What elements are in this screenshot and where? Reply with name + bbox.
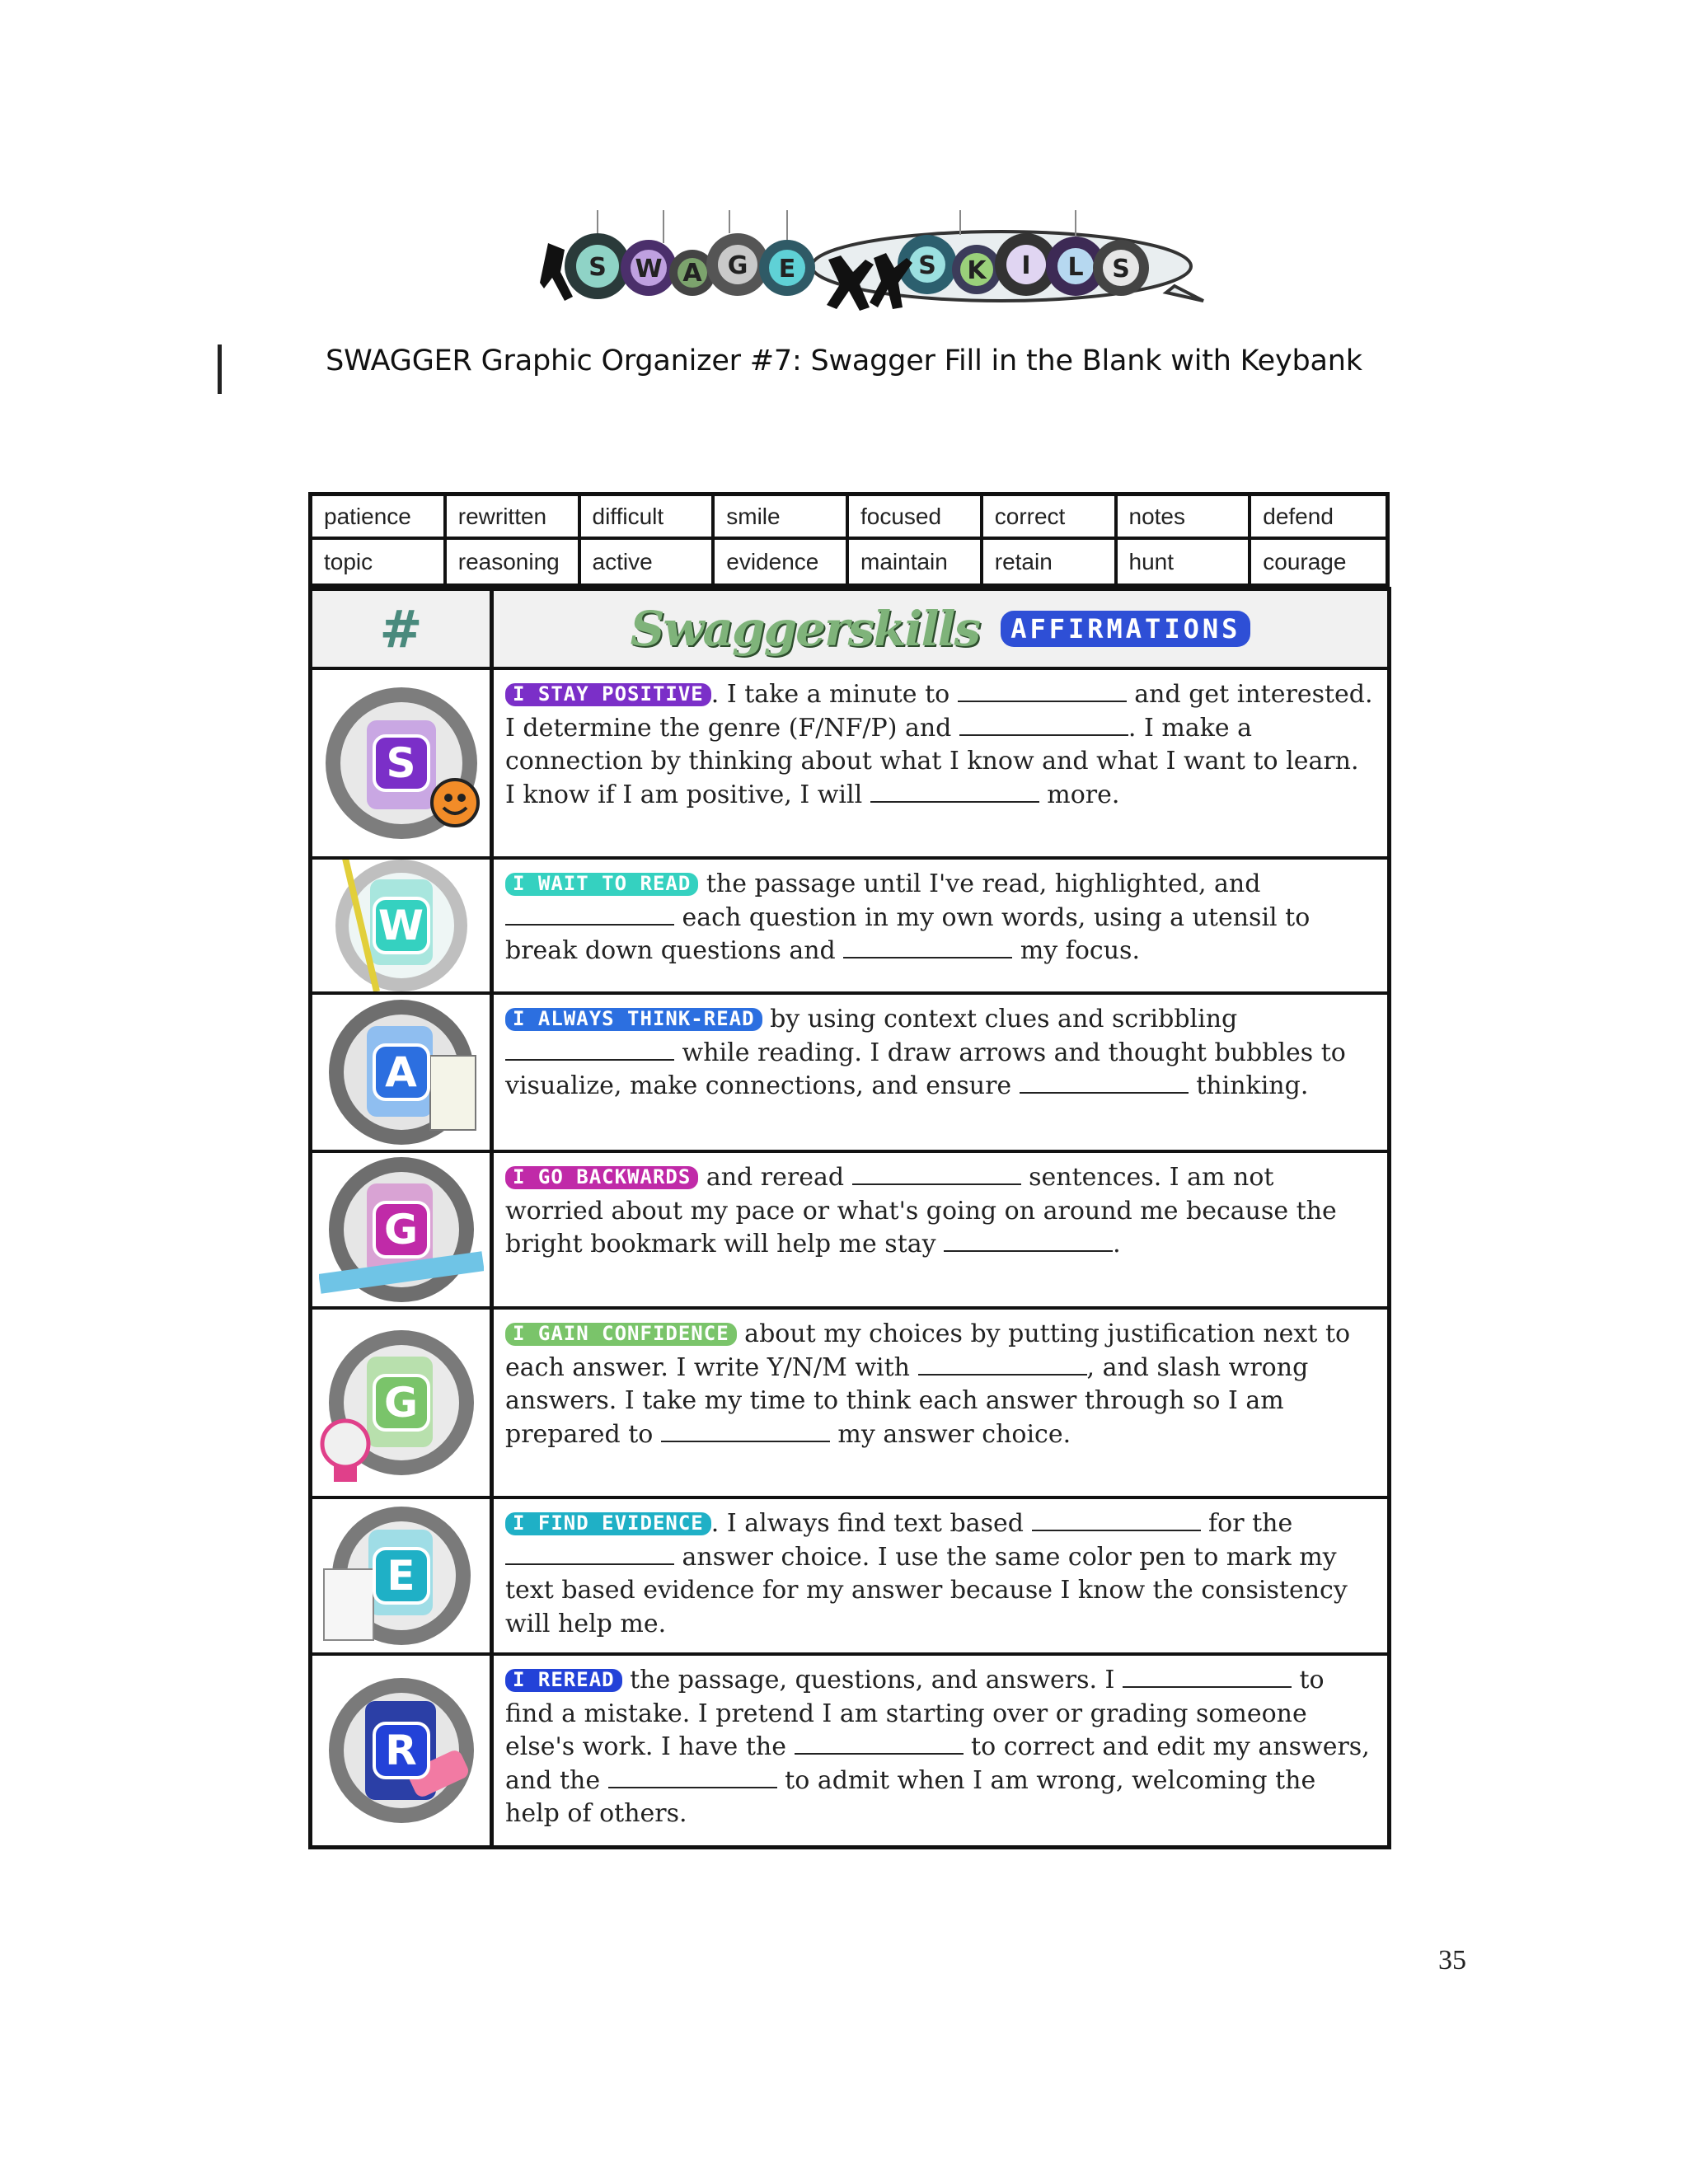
keybank-word: difficult — [581, 496, 715, 540]
svg-text:K: K — [967, 256, 987, 285]
keybank-word: correct — [983, 496, 1118, 540]
keybank-table — [308, 492, 1390, 588]
letter-a-icon: A — [373, 1043, 430, 1101]
letter-badge — [319, 860, 484, 991]
table-header-row — [312, 591, 1387, 667]
letter-badge — [319, 1499, 484, 1652]
affirmation-row-s — [312, 667, 1387, 856]
affirmation-tag: I ALWAYS THINK-READ — [505, 1008, 762, 1031]
affirmation-tag: I GAIN CONFIDENCE — [505, 1323, 737, 1346]
affirmation-text: I FIND EVIDENCE . I always find text based for the answer choice. I use the same color pen to mark my text based evidence for my answer because I know the consistency will help me. — [505, 1509, 1348, 1638]
badge-cell — [312, 1656, 494, 1845]
affirmation-text: I GAIN CONFIDENCE about my choices by putting justification next to each answer. I write Y/N/M with , and slash wrong answers. I take my time to think each answer through so I am prepared to my answer choice. — [505, 1319, 1351, 1449]
keybank-word: notes — [1118, 496, 1252, 540]
keybank-word: courage — [1263, 548, 1347, 574]
fill-blank[interactable] — [661, 1421, 830, 1442]
keybank-word: defend — [1251, 496, 1386, 540]
letter-s-icon: S — [373, 734, 430, 792]
keybank-word: focused — [849, 496, 983, 540]
affirmation-tag: I WAIT TO READ — [505, 873, 698, 896]
fill-blank[interactable] — [958, 681, 1127, 702]
svg-text:S: S — [588, 253, 607, 282]
keybank-word: smile — [715, 496, 849, 540]
affirmation-row-g — [312, 1150, 1387, 1306]
svg-text:S: S — [1112, 255, 1130, 284]
fill-blank[interactable] — [959, 715, 1128, 736]
letter-g-icon: G — [373, 1374, 430, 1432]
affirmation-text: I ALWAYS THINK-READ by using context clues and scribbling while reading. I draw arrows and thought bubbles to visualize, make connections, and ensure thinking. — [505, 1005, 1346, 1100]
letter-badge — [319, 1153, 484, 1306]
keybank-word: reasoning — [447, 540, 581, 583]
svg-text:L: L — [1067, 253, 1084, 282]
keybank-word: maintain — [849, 540, 983, 583]
header-symbol-cell — [312, 591, 494, 667]
svg-text:A: A — [682, 259, 702, 288]
badge-cell — [312, 670, 494, 856]
letter-w-icon: W — [373, 897, 430, 954]
swagger-skills-logo — [540, 210, 1207, 321]
keybank-word: evidence — [715, 540, 849, 583]
letter-e-icon: E — [373, 1547, 430, 1605]
affirmation-text: I STAY POSITIVE . I take a minute to and get interested. I determine the genre (F/NF/P) and . I make a connection by thinking about what I know and what I want to learn. I know if I am positive, I will more. — [505, 680, 1373, 809]
letter-badge — [319, 681, 484, 846]
affirmation-tag: I REREAD — [505, 1669, 622, 1692]
fill-blank[interactable] — [795, 1733, 964, 1755]
fill-blank[interactable] — [944, 1230, 1113, 1252]
affirmation-text: I REREAD the passage, questions, and answers. I to find a mistake. I pretend I am starting over or grading someone else's work. I have the to correct and edit my answers, and the to admit when I am wrong, welcoming the help of others. — [505, 1666, 1370, 1828]
fill-blank[interactable] — [1032, 1510, 1201, 1531]
keybank-word: topic — [312, 540, 447, 583]
fill-blank[interactable] — [870, 781, 1039, 803]
fill-blank[interactable] — [505, 1544, 674, 1565]
affirmations-label: AFFIRMATIONS — [1001, 611, 1250, 648]
badge-cell — [312, 1153, 494, 1306]
letter-badge — [319, 1668, 484, 1833]
fill-blank[interactable] — [843, 937, 1012, 958]
badge-cell — [312, 995, 494, 1150]
swaggerskills-wordmark: Swaggerskills — [630, 600, 980, 657]
badge-cell — [312, 1310, 494, 1496]
keybank-word: active — [581, 540, 715, 583]
letter-g-icon: G — [373, 1201, 430, 1258]
fill-blank[interactable] — [505, 1039, 674, 1061]
svg-text:W: W — [635, 255, 663, 284]
hashtag-symbol: # — [379, 598, 423, 659]
fill-blank[interactable] — [1123, 1666, 1292, 1688]
header-title-cell — [494, 591, 1387, 667]
page-number: 35 — [1438, 1945, 1466, 1975]
fill-blank[interactable] — [852, 1164, 1021, 1185]
letter-r-icon: R — [373, 1722, 430, 1779]
affirmation-tag: I FIND EVIDENCE — [505, 1512, 711, 1535]
affirmation-row-a — [312, 991, 1387, 1150]
fill-blank[interactable] — [505, 904, 674, 926]
affirmation-row-e — [312, 1496, 1387, 1652]
svg-text:I: I — [1021, 251, 1031, 280]
svg-text:E: E — [778, 255, 796, 284]
affirmations-table — [308, 587, 1391, 1849]
keybank-word: retain — [983, 540, 1118, 583]
fill-blank[interactable] — [1020, 1072, 1189, 1094]
keybank-word: hunt — [1118, 540, 1252, 583]
keybank-word: rewritten — [447, 496, 581, 540]
fill-blank[interactable] — [608, 1767, 777, 1788]
affirmation-row-g-2 — [312, 1306, 1387, 1496]
badge-cell — [312, 860, 494, 991]
fill-blank[interactable] — [918, 1354, 1087, 1376]
badge-cell — [312, 1499, 494, 1652]
affirmation-row-r — [312, 1652, 1387, 1845]
svg-text:S: S — [918, 251, 936, 280]
affirmation-tag: I STAY POSITIVE — [505, 683, 711, 706]
affirmation-text: I GO BACKWARDS and reread sentences. I am not worried about my pace or what's going on around me because the bright bookmark will help me stay . — [505, 1163, 1337, 1258]
affirmation-row-w — [312, 856, 1387, 991]
affirmation-text: I WAIT TO READ the passage until I've read, highlighted, and each question in my own words, using a utensil to break down questions and my focus. — [505, 869, 1311, 965]
page-title: SWAGGER Graphic Organizer #7: Swagger Fill in the Blank with Keybank — [326, 344, 1362, 377]
letter-badge — [319, 995, 484, 1150]
letter-badge — [319, 1320, 484, 1485]
svg-text:G: G — [727, 251, 748, 280]
affirmation-tag: I GO BACKWARDS — [505, 1166, 698, 1189]
keybank-word: patience — [312, 496, 447, 540]
